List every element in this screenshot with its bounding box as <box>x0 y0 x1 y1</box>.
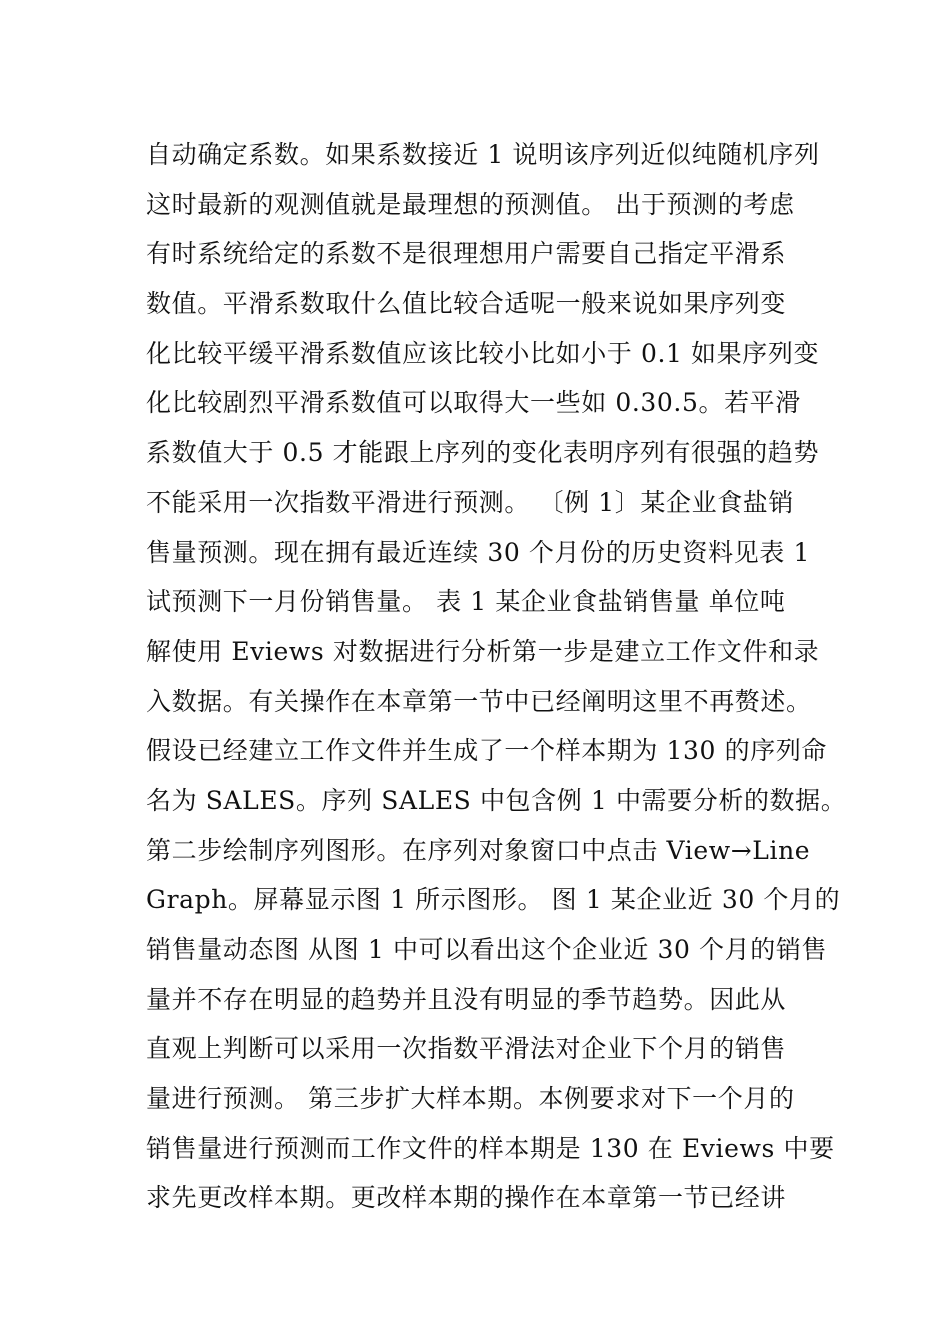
text-line: 试预测下一月份销售量。 表 1 某企业食盐销售量 单位吨 <box>146 587 786 617</box>
text-line: Graph。屏幕显示图 1 所示图形。 图 1 某企业近 30 个月的 <box>146 885 841 915</box>
text-line: 数值。平滑系数取什么值比较合适呢一般来说如果序列变 <box>146 289 787 319</box>
text-line: 销售量进行预测而工作文件的样本期是 130 在 Eviews 中要 <box>146 1133 835 1163</box>
text-line: 名为 SALES。序列 SALES 中包含例 1 中需要分析的数据。 <box>146 785 847 815</box>
text-line: 第二步绘制序列图形。在序列对象窗口中点击 View→Line <box>146 835 811 865</box>
text-line: 销售量动态图 从图 1 中可以看出这个企业近 30 个月的销售 <box>146 935 828 964</box>
text-line: 有时系统给定的系数不是很理想用户需要自己指定平滑系 <box>146 239 787 269</box>
text-line: 入数据。有关操作在本章第一节中已经阐明这里不再赘述。 <box>146 686 812 716</box>
text-line: 自动确定系数。如果系数接近 1 说明该序列近似纯随机序列 <box>146 140 820 169</box>
text-line: 直观上判断可以采用一次指数平滑法对企业下个月的销售 <box>146 1034 787 1064</box>
text-line: 量并不存在明显的趋势并且没有明显的季节趋势。因此从 <box>146 984 787 1014</box>
text-line: 系数值大于 0.5 才能跟上序列的变化表明序列有很强的趋势 <box>146 438 820 468</box>
text-line: 化比较平缓平滑系数值应该比较小比如小于 0.1 如果序列变 <box>146 338 820 368</box>
text-line: 不能采用一次指数平滑进行预测。 〔例 1〕某企业食盐销 <box>146 487 795 517</box>
text-line: 假设已经建立工作文件并生成了一个样本期为 130 的序列命 <box>146 736 828 766</box>
text-line: 量进行预测。 第三步扩大样本期。本例要求对下一个月的 <box>146 1084 795 1114</box>
body-text <box>146 130 847 1223</box>
text-line: 解使用 Eviews 对数据进行分析第一步是建立工作文件和录 <box>146 636 820 666</box>
text-line: 售量预测。现在拥有最近连续 30 个月份的历史资料见表 1 <box>146 537 810 567</box>
text-line: 这时最新的观测值就是最理想的预测值。 出于预测的考虑 <box>146 189 795 219</box>
text-line: 化比较剧烈平滑系数值可以取得大一些如 0.30.5。若平滑 <box>146 388 801 418</box>
text-line: 求先更改样本期。更改样本期的操作在本章第一节已经讲 <box>146 1183 787 1213</box>
